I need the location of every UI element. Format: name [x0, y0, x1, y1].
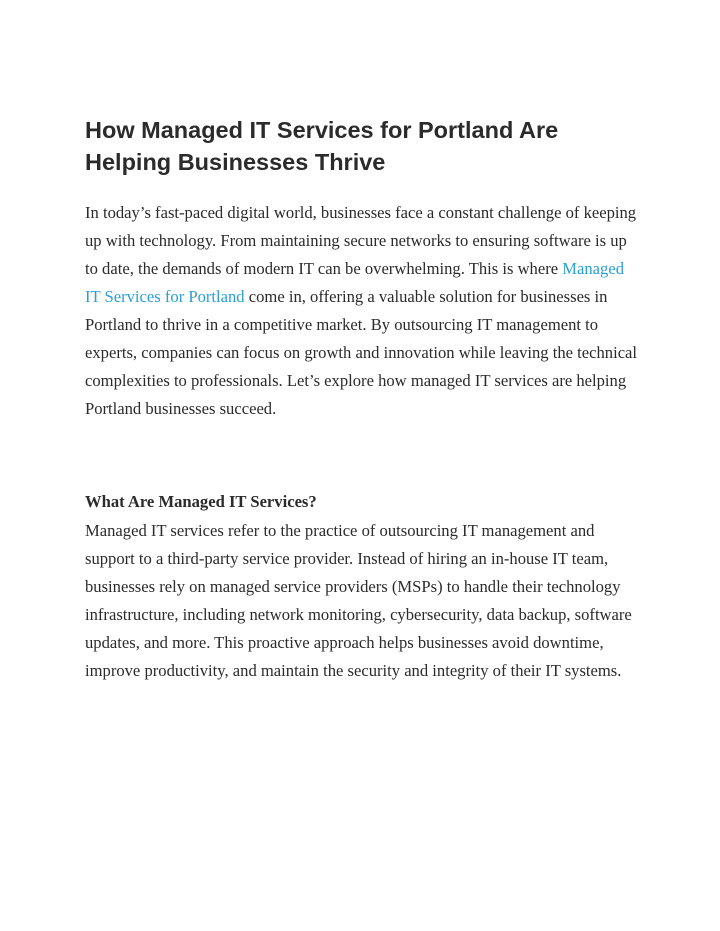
managed-it-services-link[interactable]: Managed IT Services for Portland: [85, 259, 624, 306]
document-page: [85, 114, 640, 685]
intro-text-after-link: come in, offering a valuable solution for businesses in Portland to thrive in a competitive market. By outsourcing IT management to experts, companies can focus on growth and innovation while leaving the technical complexities to professionals. Let’s explore how managed IT services are helping Portland businesses succeed.: [85, 287, 638, 418]
page-title: How Managed IT Services for Portland Are Helping Businesses Thrive: [85, 117, 559, 175]
intro-paragraph: [85, 199, 640, 423]
intro-text-before-link: In today’s fast-paced digital world, businesses face a constant challenge of keeping up with technology. From maintaining secure networks to ensuring software is up to date, the demands of modern IT can be overwhelming. This is where: [85, 203, 637, 278]
section-heading: What Are Managed IT Services?: [85, 492, 317, 511]
section-body: Managed IT services refer to the practice of outsourcing IT management and support to a third-party service provider. Instead of hiring an in-house IT team, businesses rely on managed service providers (MSPs) to handle their technology infrastructure, including network monitoring, cybersecurity, data backup, software updates, and more. This proactive approach helps businesses avoid downtime, improve productivity, and maintain the security and integrity of their IT systems.: [85, 521, 632, 680]
